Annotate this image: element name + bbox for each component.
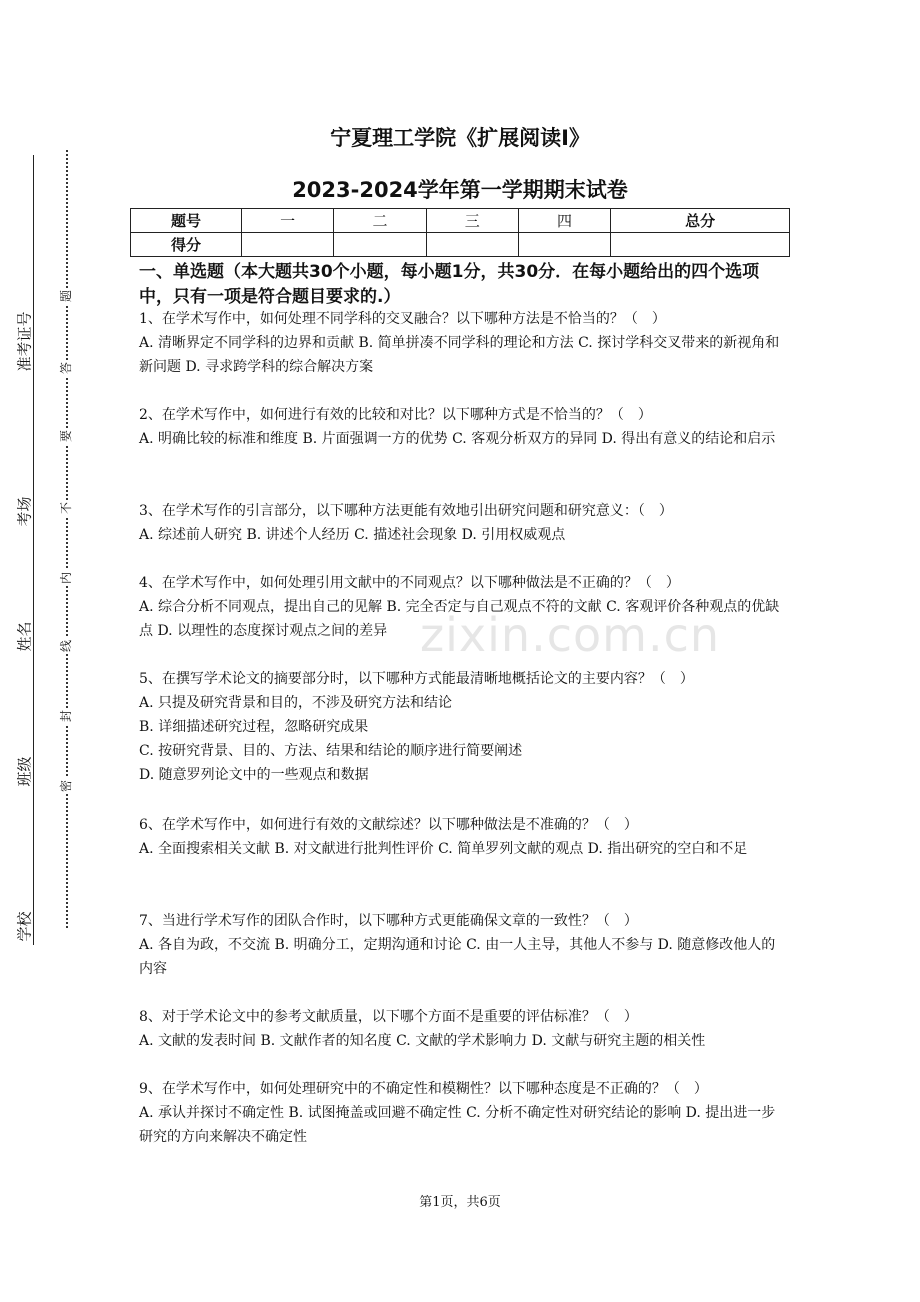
question-stem: 9、在学术写作中，如何处理研究中的不确定性和模糊性？以下哪种态度是不正确的？（ ） bbox=[139, 1081, 708, 1097]
question-options: A. 综合分析不同观点，提出自己的见解 B. 完全否定与自己观点不符的文献 C. 客观评价各种观点的优缺点 D. 以理性的态度探讨观点之间的差异 bbox=[139, 599, 780, 639]
question-9 bbox=[139, 1077, 784, 1149]
question-3 bbox=[139, 499, 784, 547]
sidebar-field-school: 学校 bbox=[15, 911, 34, 942]
question-stem: 5、在撰写学术论文的摘要部分时，以下哪种方式能最清晰地概括论文的主要内容？（ ） bbox=[139, 671, 694, 687]
score-header-cell: 四 bbox=[518, 209, 610, 233]
page-title-line1: 宁夏理工学院《扩展阅读Ⅰ》 bbox=[330, 126, 590, 150]
sidebar-field-name: 姓名 bbox=[15, 621, 34, 652]
question-stem: 1、在学术写作中，如何处理不同学科的交叉融合？以下哪种方法是不恰当的？（ ） bbox=[139, 311, 666, 327]
question-stem: 3、在学术写作的引言部分，以下哪种方法更能有效地引出研究问题和研究意义：（ ） bbox=[139, 503, 673, 519]
question-7 bbox=[139, 909, 784, 981]
question-stem: 6、在学术写作中，如何进行有效的文献综述？以下哪种做法是不准确的？（ ） bbox=[139, 817, 638, 833]
question-2 bbox=[139, 403, 784, 451]
question-5 bbox=[139, 667, 784, 787]
sidebar-field-class: 班级 bbox=[15, 756, 34, 787]
question-option: A. 只提及研究背景和目的，不涉及研究方法和结论 bbox=[139, 695, 453, 711]
seal-dotted-line bbox=[66, 150, 68, 928]
score-label-cell: 得分 bbox=[131, 233, 242, 257]
question-stem: 7、当进行学术写作的团队合作时，以下哪种方式更能确保文章的一致性？（ ） bbox=[139, 913, 638, 929]
question-stem: 8、对于学术论文中的参考文献质量，以下哪个方面不是重要的评估标准？（ ） bbox=[139, 1009, 638, 1025]
sidebar-field-exam-number: 准考证号 bbox=[15, 311, 34, 372]
section-title: 一、单选题（本大题共30个小题，每小题1分，共30分．在每小题给出的四个选项中，只有一项是符合题目要求的.） bbox=[139, 262, 760, 307]
seal-char: 内 bbox=[59, 572, 73, 585]
question-options: A. 明确比较的标准和维度 B. 片面强调一方的优势 C. 客观分析双方的异同 D. 得出有意义的结论和启示 bbox=[139, 431, 776, 447]
score-header-cell: 总分 bbox=[611, 209, 790, 233]
seal-char: 封 bbox=[59, 710, 73, 723]
question-options: A. 承认并探讨不确定性 B. 试图掩盖或回避不确定性 C. 分析不确定性对研究结论的影响 D. 提出进一步研究的方向来解决不确定性 bbox=[139, 1105, 776, 1145]
seal-char: 线 bbox=[59, 640, 73, 653]
question-options: A. 综述前人研究 B. 讲述个人经历 C. 描述社会现象 D. 引用权威观点 bbox=[139, 527, 566, 543]
score-table-score-row bbox=[131, 233, 790, 257]
seal-char: 不 bbox=[59, 502, 73, 515]
seal-char: 要 bbox=[59, 430, 73, 443]
page-footer: 第1页，共6页 bbox=[419, 1195, 501, 1210]
score-empty-cell bbox=[334, 233, 426, 257]
question-option: B. 详细描述研究过程，忽略研究成果 bbox=[139, 719, 369, 735]
score-empty-cell bbox=[611, 233, 790, 257]
sidebar-field-exam-room: 考场 bbox=[15, 496, 34, 527]
score-header-cell: 题号 bbox=[131, 209, 242, 233]
score-empty-cell bbox=[426, 233, 518, 257]
score-header-cell: 二 bbox=[334, 209, 426, 233]
score-header-cell: 三 bbox=[426, 209, 518, 233]
question-option: D. 随意罗列论文中的一些观点和数据 bbox=[139, 767, 369, 783]
watermark: zixin.com.cn bbox=[420, 608, 721, 662]
seal-char: 密 bbox=[59, 780, 73, 793]
score-empty-cell bbox=[242, 233, 334, 257]
question-stem: 4、在学术写作中，如何处理引用文献中的不同观点？以下哪种做法是不正确的？（ ） bbox=[139, 575, 680, 591]
question-option: C. 按研究背景、目的、方法、结果和结论的顺序进行简要阐述 bbox=[139, 743, 523, 759]
question-options: A. 文献的发表时间 B. 文献作者的知名度 C. 文献的学术影响力 D. 文献与研究主题的相关性 bbox=[139, 1033, 706, 1049]
question-stem: 2、在学术写作中，如何进行有效的比较和对比？以下哪种方式是不恰当的？（ ） bbox=[139, 407, 652, 423]
question-8 bbox=[139, 1005, 784, 1053]
question-options: A. 全面搜索相关文献 B. 对文献进行批判性评价 C. 简单罗列文献的观点 D. 指出研究的空白和不足 bbox=[139, 841, 748, 857]
question-1 bbox=[139, 307, 784, 379]
score-table-header-row bbox=[131, 209, 790, 233]
question-options: A. 清晰界定不同学科的边界和贡献 B. 简单拼凑不同学科的理论和方法 C. 探讨学科交叉带来的新视角和新问题 D. 寻求跨学科的综合解决方案 bbox=[139, 335, 780, 375]
question-options: A. 各自为政，不交流 B. 明确分工，定期沟通和讨论 C. 由一人主导，其他人不参与 D. 随意修改他人的内容 bbox=[139, 937, 776, 977]
question-6 bbox=[139, 813, 784, 861]
page-title-line2: 2023-2024学年第一学期期末试卷 bbox=[292, 178, 628, 202]
score-table bbox=[130, 208, 790, 257]
score-header-cell: 一 bbox=[242, 209, 334, 233]
sidebar-line bbox=[33, 155, 34, 945]
seal-char: 题 bbox=[59, 290, 73, 303]
seal-char: 答 bbox=[59, 362, 73, 375]
score-empty-cell bbox=[518, 233, 610, 257]
